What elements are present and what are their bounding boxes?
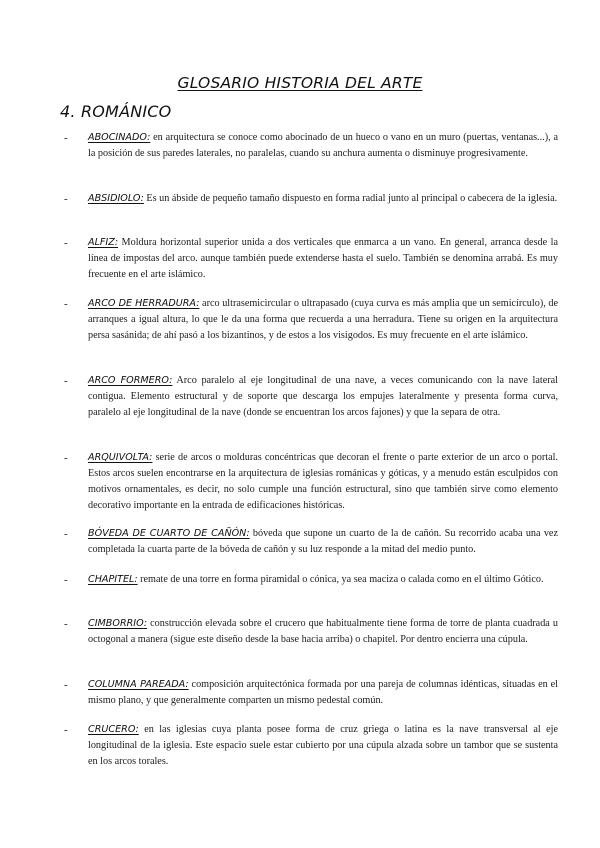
list-bullet: - bbox=[64, 298, 68, 310]
glossary-term: ARCO FORMERO: bbox=[88, 375, 173, 386]
glossary-entry bbox=[64, 616, 558, 648]
list-bullet: - bbox=[64, 375, 68, 387]
glossary-definition: remate de una torre en forma piramidal o cónica, ya sea maciza o calada como en el último Gótico. bbox=[137, 574, 544, 585]
glossary-entry bbox=[64, 191, 558, 207]
glossary-definition: construcción elevada sobre el crucero que habitualmente tiene forma de torre de planta cuadrada u octogonal a manera (sigue este diseño desde la base hacia arriba) o chapitel. Por dentro encierra una cúpula. bbox=[88, 618, 558, 645]
document-title: GLOSARIO HISTORIA DEL ARTE bbox=[177, 74, 423, 92]
glossary-definition: composición arquitectónica formada por una pareja de columnas idénticas, situadas en el mismo plano, y que generalmente comparten un mismo pedestal común. bbox=[88, 679, 558, 706]
glossary-entry bbox=[64, 526, 558, 558]
glossary-term: CRUCERO: bbox=[88, 724, 139, 735]
glossary-definition: serie de arcos o molduras concéntricas que decoran el frente o parte exterior de un arco o portal. Estos arcos suelen encontrarse en la arquitectura de iglesias románicas y góticas, y a menudo están esculpidos con motivos ornamentales, es decir, no solo cumple una función estructural, sino que también sirve como elemento decorativo importante en la entrada de edificaciones históricas. bbox=[88, 452, 558, 511]
list-bullet: - bbox=[64, 132, 68, 144]
list-bullet: - bbox=[64, 237, 68, 249]
glossary-term: ARCO DE HERRADURA: bbox=[88, 298, 200, 309]
section-heading: 4. ROMÁNICO bbox=[60, 102, 172, 121]
glossary-term: BÓVEDA DE CUARTO DE CAÑÓN: bbox=[88, 528, 250, 539]
list-bullet: - bbox=[64, 618, 68, 630]
list-bullet: - bbox=[64, 724, 68, 736]
glossary-term: ABOCINADO: bbox=[88, 132, 151, 143]
list-bullet: - bbox=[64, 528, 68, 540]
list-bullet: - bbox=[64, 574, 68, 586]
glossary-definition: en las iglesias cuya planta posee forma de cruz griega o latina es la nave transversal al eje longitudinal de la iglesia. Este espacio suele estar cubierto por una cúpula alzada sobre un tambor que se sustenta en los arcos torales. bbox=[88, 724, 558, 767]
glossary-entry bbox=[64, 677, 558, 709]
glossary-definition: Moldura horizontal superior unida a dos verticales que enmarca a un vano. En general, arranca desde la línea de impostas del arco. aunque también puede extenderse hasta el suelo. También se denomina arrabá. Es muy frecuente en el arte islámico. bbox=[88, 237, 558, 280]
glossary-term: ARQUIVOLTA: bbox=[88, 452, 153, 463]
glossary-entry bbox=[64, 722, 558, 770]
list-bullet: - bbox=[64, 452, 68, 464]
glossary-term: CIMBORRIO: bbox=[88, 618, 148, 629]
glossary-entry bbox=[64, 572, 558, 588]
glossary-entry bbox=[64, 296, 558, 344]
list-bullet: - bbox=[64, 193, 68, 205]
glossary-term: COLUMNA PAREADA: bbox=[88, 679, 189, 690]
glossary-entry bbox=[64, 130, 558, 162]
glossary-term: CHAPITEL: bbox=[88, 574, 138, 585]
glossary-entry bbox=[64, 235, 558, 283]
glossary-definition: Arco paralelo al eje longitudinal de una nave, a veces comunicando con la nave lateral contigua. Elemento estructural y de soporte que descarga los empujes lateralmente y presenta forma curva, paralelo al eje longitudinal de la nave (donde se encuentran los arcos fajones) y que la separa de otra. bbox=[88, 375, 558, 418]
glossary-entry bbox=[64, 373, 558, 421]
list-bullet: - bbox=[64, 679, 68, 691]
glossary-definition: Es un ábside de pequeño tamaño dispuesto en forma radial junto al principal o cabecera de la iglesia. bbox=[143, 193, 558, 204]
glossary-definition: en arquitectura se conoce como abocinado de un hueco o vano en un muro (puertas, ventanas...), a la posición de sus paredes laterales, no paralelas, cuando su anchura aumenta o disminuye progresivamente. bbox=[88, 132, 558, 159]
glossary-term: ABSIDIOLO: bbox=[88, 193, 144, 204]
glossary-definition: bóveda que supone un cuarto de la de cañón. Su recorrido acaba una vez completada la cuarta parte de la bóveda de cañón y su luz responde a la mitad del medio punto. bbox=[88, 528, 558, 555]
glossary-definition: arco ultrasemicircular o ultrapasado (cuya curva es más amplia que un semicírculo), de arranques a igual altura, lo que le da una forma que recuerda a una herradura. Tiene su origen en la arquitectura persa sasánida; de ahí pasó a los bizantinos, y de estos a los visigodos. Es muy frecuente en el arte islámico. bbox=[88, 298, 558, 341]
glossary-entry bbox=[64, 450, 558, 514]
glossary-term: ALFIZ: bbox=[88, 237, 119, 248]
